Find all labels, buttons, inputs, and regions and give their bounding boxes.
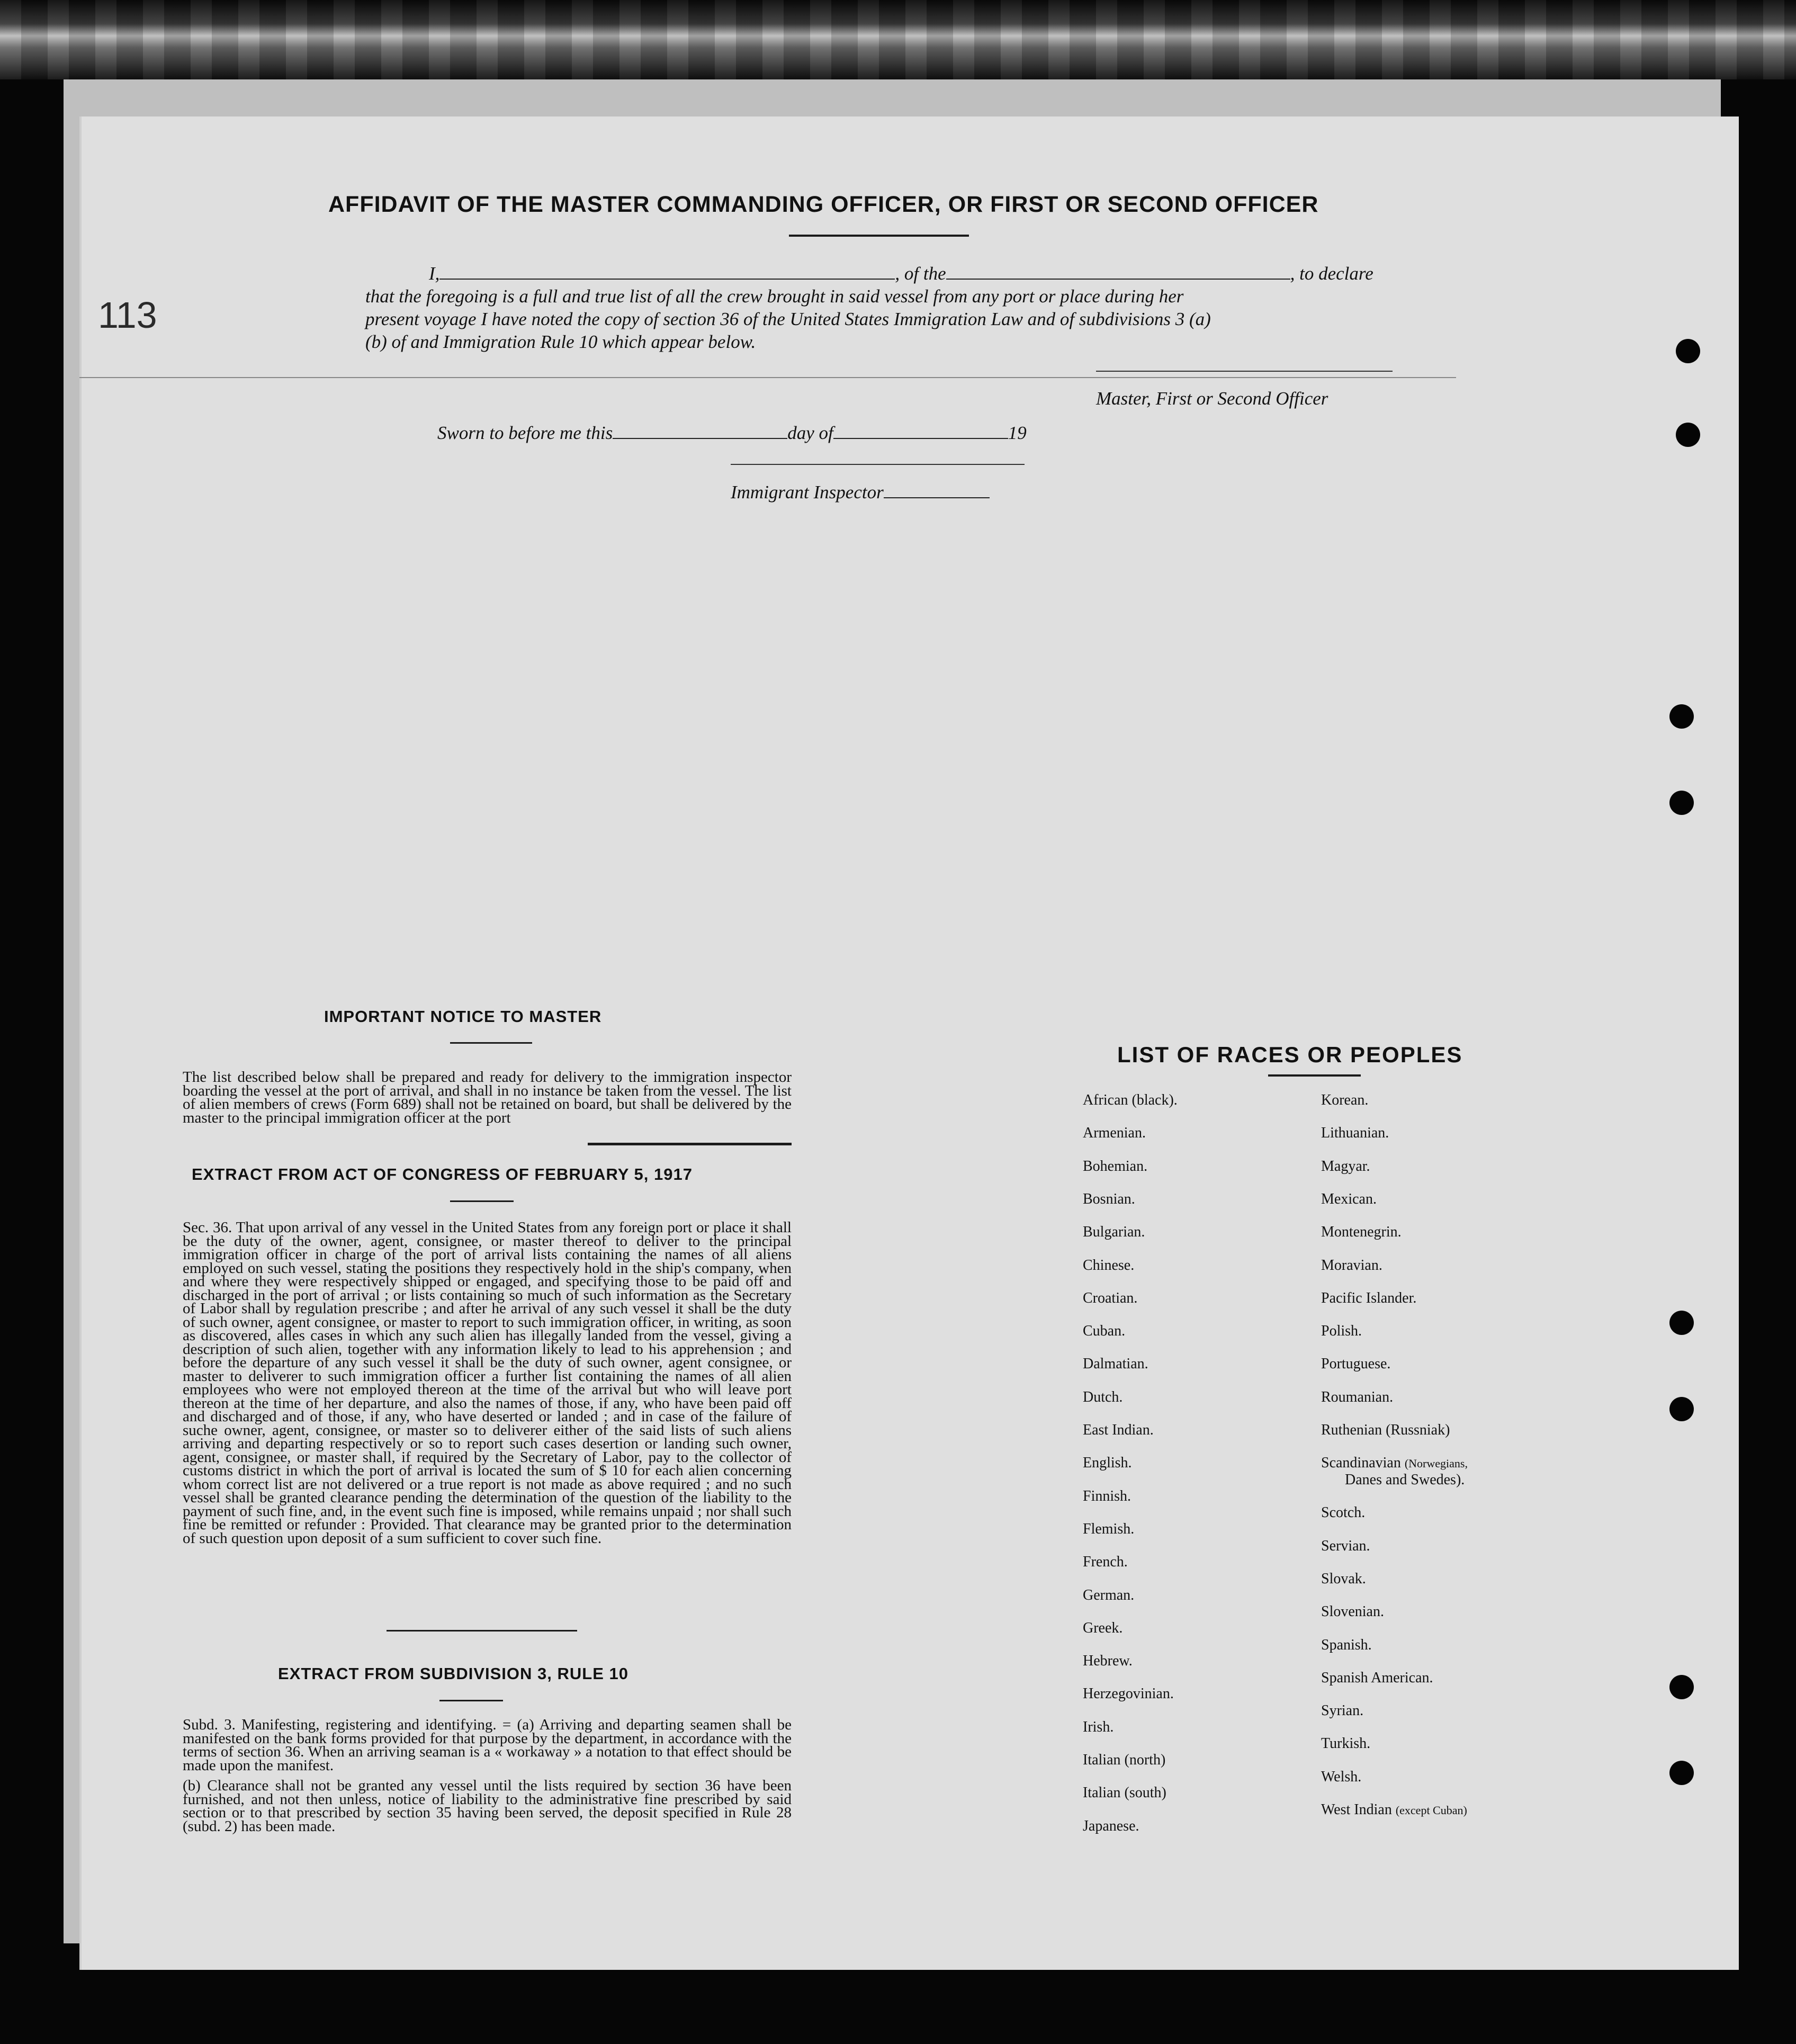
margin-number: 113 [98, 294, 157, 336]
punch-hole [1669, 791, 1694, 815]
affidavit-line-4: (b) of and Immigration Rule 10 which appear below. [365, 331, 756, 352]
race-item: German. [1083, 1586, 1135, 1603]
sworn-day-blank [613, 438, 787, 439]
race-label: Montenegrin. [1321, 1224, 1402, 1241]
race-item: Japanese. [1083, 1817, 1139, 1834]
race-item: Dutch. [1083, 1388, 1123, 1405]
race-item [1321, 1389, 1393, 1406]
race-label: Magyar. [1321, 1158, 1370, 1175]
race-label: Korean. [1321, 1092, 1369, 1108]
punch-hole [1676, 423, 1700, 447]
race-label: Moravian. [1321, 1257, 1382, 1274]
race-item: Flemish. [1083, 1520, 1135, 1537]
race-note: (Norwegians, [1404, 1457, 1468, 1471]
affidavit-line-2: that the foregoing is a full and true list of all the crew brought in said vessel from any port or place during her [365, 286, 1184, 307]
races-rule [1268, 1074, 1361, 1077]
affidavit-to-declare: , to declare [1290, 263, 1373, 284]
race-item: Armenian. [1083, 1125, 1146, 1142]
race-item [1321, 1422, 1450, 1439]
title-rule [789, 235, 969, 237]
race-label: Slovak. [1321, 1570, 1366, 1587]
act-rule [450, 1200, 514, 1202]
notice-end-rule [588, 1143, 792, 1145]
race-item: Bulgarian. [1083, 1224, 1145, 1241]
race-item [1321, 1769, 1361, 1786]
race-item [1321, 1323, 1362, 1340]
race-label: Scotch. [1321, 1504, 1366, 1521]
race-item [1321, 1702, 1363, 1719]
sworn-text: Sworn to before me this [437, 423, 613, 443]
year-text: 19 [1008, 423, 1027, 443]
race-item [1321, 1290, 1416, 1307]
race-item [1321, 1257, 1382, 1274]
rule-text-a: Subd. 3. Manifesting, registering and identifying. = (a) Arriving and departing seamen shall be manifested on the bank forms provided for that purpose by the department, in accordance with the terms of section 36. When an arriving seaman is a « workaway » a notation to that effect should be made upon the manifest. [183, 1716, 792, 1774]
race-label: Servian. [1321, 1537, 1370, 1554]
act-heading: EXTRACT FROM ACT OF CONGRESS OF FEBRUARY 5, 1917 [192, 1165, 693, 1184]
race-item: Italian (south) [1083, 1785, 1166, 1801]
sworn-line [437, 423, 1027, 444]
race-label: Spanish American. [1321, 1669, 1433, 1686]
race-label: Polish. [1321, 1323, 1362, 1340]
race-item: East Indian. [1083, 1422, 1154, 1438]
punch-hole [1669, 1397, 1694, 1421]
race-label: Spanish. [1321, 1636, 1372, 1653]
race-item: Finnish. [1083, 1487, 1132, 1504]
race-label: Roumanian. [1321, 1388, 1394, 1405]
rule-heading-rule [439, 1700, 503, 1701]
race-item [1321, 1571, 1366, 1588]
race-item [1321, 1603, 1384, 1620]
race-item [1321, 1356, 1390, 1373]
act-text: Sec. 36. That upon arrival of any vessel in the United States from any foreign port or place it shall be the duty of the owner, agent, consignee, or master thereof to deliver to the principal immigration officer in charge of the port of arrival lists containing the names of all aliens employed on such vessel, stating the positions they respectively hold in the ship's company, when and where they were respectively shipped or engaged, and specifying those to be paid off and discharged in the port of arrival ; or lists containing so much of such information as the Secretary of Labor shall by regulation prescribe ; and after he arrival of any such vessel it shall be the duty of such owner, agent consignee, or master to report to such immigration officer, in writing, as soon as discovered, alles cases in which any such alien has illegally landed from the vessel, giving a description of such alien, together with any information likely to lead to his apprehension ; and before the departure of any such vessel it shall be the duty of such owner, agent consignee, or master to deliverer to such immigration officer a further list containing the names of all alien employees who were not employed thereon at the time of the arrival but who will leave port thereon at the time of her departure, and also the names of those, if any, who have been paid off and discharged and of those, if any, who have deserted or landed ; and in case of the failure of suche owner, agent, consignee, or master so to deliverer either of the said lists of such aliens arriving and departing respectively or so to report such cases desertion or landing such owner, agent, consignee, or master shall, if required by the Secretary of Labor, pay to the collector of customs district in which the port of arrival is located the sum of $ 10 for each alien concerning whom correct list are not delivered or a true report is not made as above required ; and no such vessel shall be granted clearance pending the determination of the question of the liability to the payment of such fine, and, in the event such fine is imposed, while remains unpaid ; nor shall such fine be remitted or refunder : Provided. That clearance may be granted prior to the determination of such question upon deposit of a sum sufficient to cover such fine. [183, 1219, 792, 1547]
document-page [79, 116, 1739, 1970]
race-note: (except Cuban) [1395, 1804, 1467, 1817]
race-note-continued: Danes and Swedes). [1345, 1472, 1465, 1489]
inspector-signature-line [731, 464, 1025, 465]
race-item: Chinese. [1083, 1257, 1135, 1274]
race-item [1321, 1125, 1389, 1142]
rule-text-b: (b) Clearance shall not be granted any vessel until the lists required by section 36 have been furnished, and not then unless, notice of liability to the administrative fine prescribed by said section or to that prescribed by section 35 having been served, the deposit specified in Rule 28 (subd. 2) has been made. [183, 1777, 792, 1835]
race-item: African (black). [1083, 1092, 1178, 1108]
race-item: Dalmatian. [1083, 1356, 1148, 1373]
race-item: Hebrew. [1083, 1653, 1133, 1670]
signature-line [1096, 371, 1393, 372]
race-item: Croatian. [1083, 1289, 1138, 1306]
race-item: Greek. [1083, 1619, 1123, 1636]
race-item [1321, 1455, 1468, 1472]
race-item: Herzegovinian. [1083, 1686, 1174, 1702]
race-label: Portuguese. [1321, 1356, 1391, 1373]
inspector-blank [884, 497, 990, 498]
race-item [1321, 1801, 1467, 1818]
race-item: Bohemian. [1083, 1158, 1148, 1175]
race-label: Ruthenian (Russniak) [1321, 1422, 1450, 1438]
punch-hole [1669, 704, 1694, 729]
race-label: Scandinavian [1321, 1455, 1401, 1472]
inspector-label [731, 482, 990, 503]
affidavit-line-3: present voyage I have noted the copy of section 36 of the United States Immigration Law and of subdivisions 3 (a) [365, 309, 1211, 329]
race-item: French. [1083, 1554, 1128, 1571]
affidavit-line-1 [429, 263, 1373, 284]
race-label: Slovenian. [1321, 1603, 1384, 1620]
race-item [1321, 1158, 1370, 1175]
race-item [1321, 1637, 1372, 1654]
scanner-top-texture [0, 0, 1796, 79]
punch-hole [1669, 1761, 1694, 1785]
races-heading: LIST OF RACES OR PEOPLES [1117, 1042, 1463, 1067]
notice-text: The list described below shall be prepared and ready for delivery to the immigration inspector boarding the vessel at the port of arrival, and shall in no instance be taken from the vessel. The list of alien members of crews (Form 689) shall not be retained on board, but shall be delivered by the master to the principal immigration officer at the port [183, 1069, 792, 1126]
affidavit-i: I, [429, 263, 440, 284]
race-item [1321, 1735, 1370, 1752]
sworn-month-blank [833, 438, 1008, 439]
punch-hole [1669, 1675, 1694, 1699]
name-blank [439, 279, 895, 280]
punch-hole [1669, 1311, 1694, 1335]
race-item: Cuban. [1083, 1323, 1126, 1340]
race-item [1321, 1670, 1433, 1687]
race-label: West Indian [1321, 1801, 1392, 1818]
race-item [1321, 1191, 1377, 1208]
race-item [1321, 1092, 1368, 1109]
race-label: Lithuanian. [1321, 1125, 1389, 1142]
affidavit-title: AFFIDAVIT OF THE MASTER COMMANDING OFFICER, OR FIRST OR SECOND OFFICER [328, 192, 1319, 217]
signature-label: Master, First or Second Officer [1096, 388, 1328, 409]
notice-rule [450, 1042, 532, 1044]
day-of-text: day of [787, 423, 833, 443]
race-label: Mexican. [1321, 1190, 1377, 1207]
race-item: Irish. [1083, 1718, 1114, 1735]
race-item [1321, 1224, 1402, 1241]
inspector-text: Immigrant Inspector [731, 482, 884, 503]
affidavit-divider [79, 377, 1456, 378]
race-item: Bosnian. [1083, 1190, 1135, 1207]
act-end-rule [387, 1630, 577, 1631]
race-label: Syrian. [1321, 1702, 1364, 1719]
race-label: Welsh. [1321, 1768, 1362, 1785]
notice-heading: IMPORTANT NOTICE TO MASTER [324, 1007, 602, 1026]
race-item: English. [1083, 1455, 1132, 1472]
rule-heading: EXTRACT FROM SUBDIVISION 3, RULE 10 [278, 1664, 628, 1683]
race-label: Pacific Islander. [1321, 1289, 1417, 1306]
punch-hole [1676, 339, 1700, 363]
race-item: Italian (north) [1083, 1752, 1166, 1768]
race-item [1321, 1538, 1370, 1555]
vessel-blank [946, 279, 1290, 280]
race-label: Turkish. [1321, 1735, 1371, 1752]
affidavit-of-the: , of the [895, 263, 946, 284]
race-item [1321, 1504, 1365, 1521]
